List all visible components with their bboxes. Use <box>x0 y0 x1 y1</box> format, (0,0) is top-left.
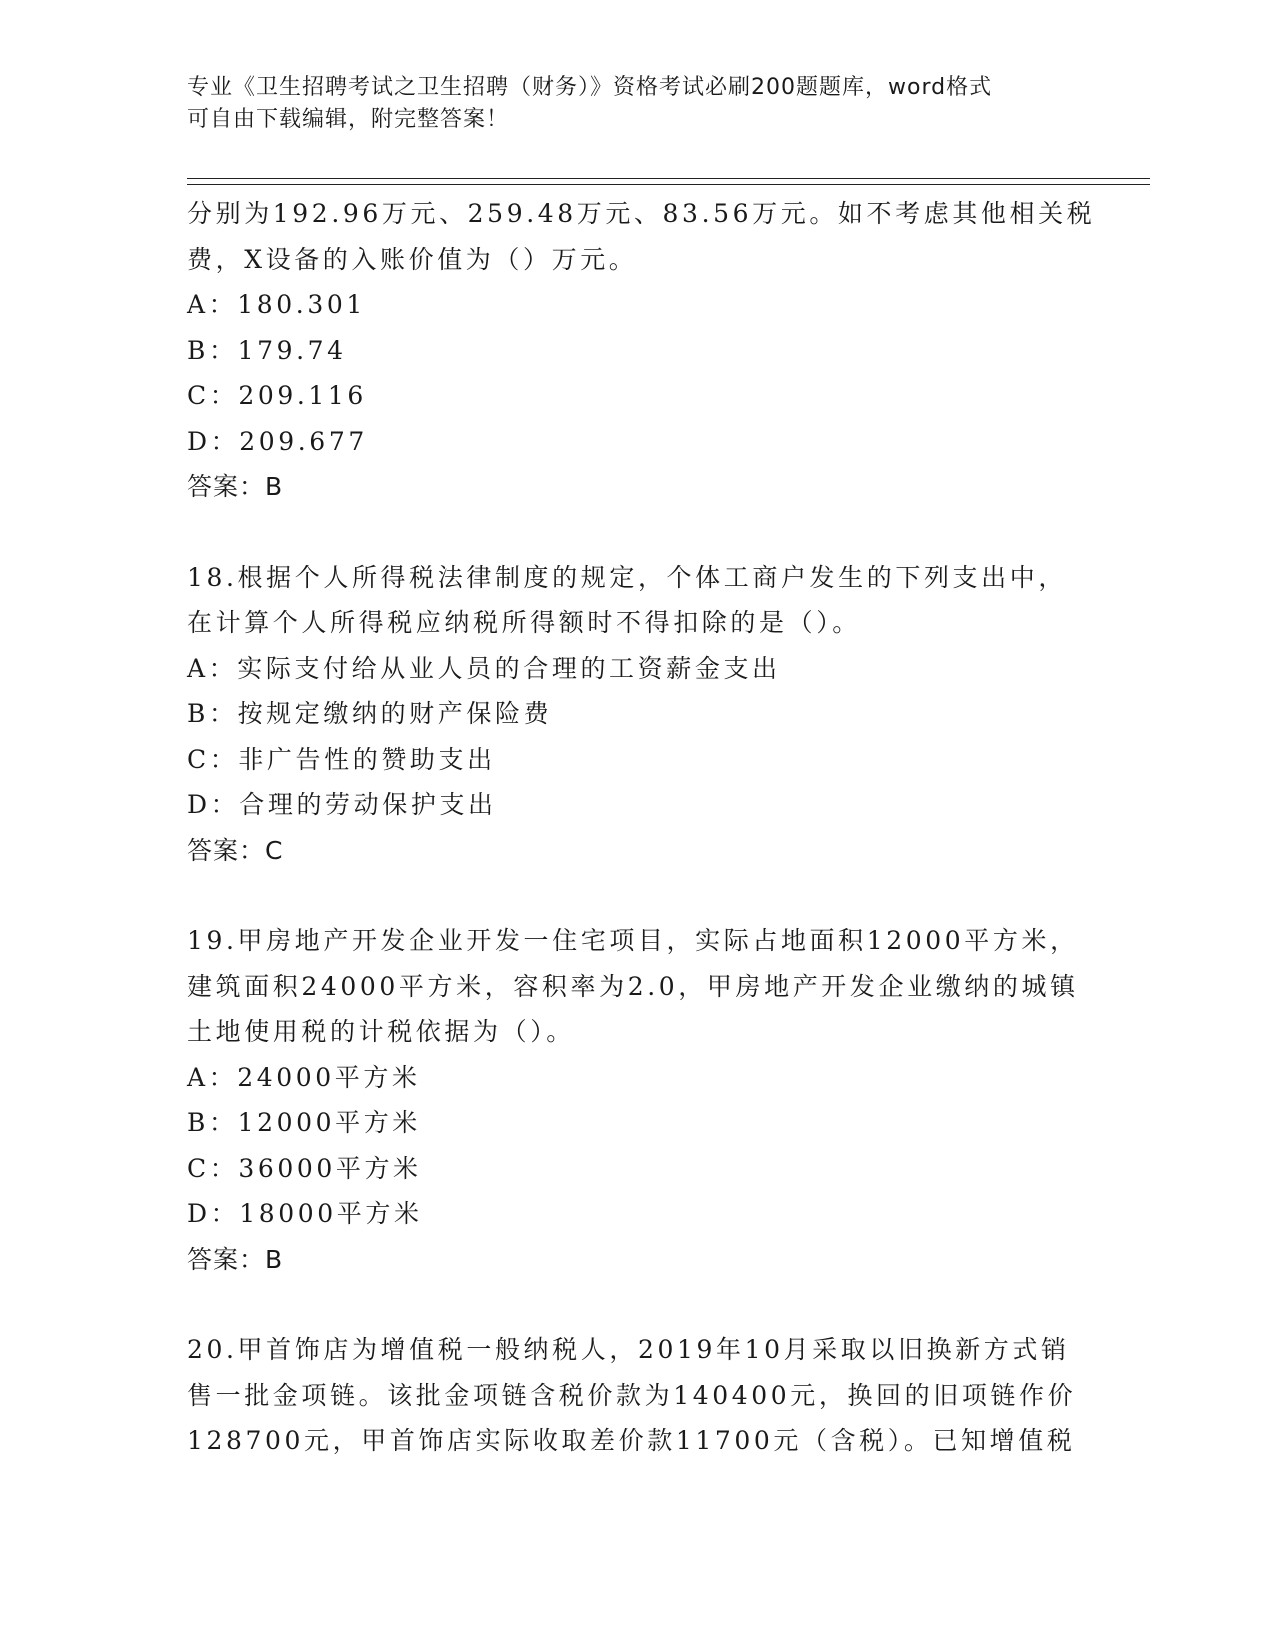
question-stem-line: 18.根据个人所得税法律制度的规定，个体工商户发生的下列支出中， <box>187 562 1067 592</box>
spacer <box>187 873 1087 918</box>
option-a: A：实际支付给从业人员的合理的工资薪金支出 <box>187 653 781 683</box>
option-c: C：209.116 <box>187 381 367 410</box>
option-b: B：179.74 <box>187 335 347 365</box>
question-stem-line: 分别为192.96万元、259.48万元、83.56万元。如不考虑其他相关税 <box>187 199 1096 228</box>
option-b: B：12000平方米 <box>187 1108 421 1137</box>
question-stem-line: 费，X设备的入账价值为（）万元。 <box>187 244 638 274</box>
header-line-2: 可自由下载编辑，附完整答案！ <box>187 107 510 132</box>
option-a: A：180.301 <box>187 290 366 319</box>
document-body <box>187 191 1096 1464</box>
option-d: D：18000平方米 <box>187 1199 423 1228</box>
question-stem-line: 在计算个人所得税应纳税所得额时不得扣除的是（）。 <box>187 608 861 637</box>
header-divider-bottom <box>187 184 1150 185</box>
question-18 <box>187 555 1087 874</box>
question-17 <box>187 191 1096 510</box>
question-stem-line: 土地使用税的计税依据为（）。 <box>187 1017 575 1046</box>
question-stem-line: 20.甲首饰店为增值税一般纳税人，2019年10月采取以旧换新方式销 <box>187 1335 1070 1364</box>
question-stem-line: 建筑面积24000平方米，容积率为2.0，甲房地产开发企业缴纳的城镇 <box>187 971 1079 1001</box>
option-d: D：合理的劳动保护支出 <box>187 790 497 819</box>
question-stem-line: 售一批金项链。该批金项链含税价款为140400元，换回的旧项链作价 <box>187 1380 1077 1410</box>
header-divider-top <box>187 178 1150 179</box>
spacer <box>187 510 1087 555</box>
answer-line: 答案：C <box>187 835 284 865</box>
option-a: A：24000平方米 <box>187 1062 421 1092</box>
option-b: B：按规定缴纳的财产保险费 <box>187 699 553 728</box>
option-d: D：209.677 <box>187 426 368 456</box>
question-19 <box>187 918 1087 1282</box>
option-c: C：36000平方米 <box>187 1153 422 1183</box>
answer-line: 答案：B <box>187 472 284 501</box>
header-line-1: 专业《卫生招聘考试之卫生招聘（财务）》资格考试必刷200题题库，word格式 <box>187 75 993 100</box>
answer-line: 答案：B <box>187 1244 284 1274</box>
spacer <box>187 1282 1087 1327</box>
question-stem-line: 128700元，甲首饰店实际收取差价款11700元（含税）。已知增值税 <box>187 1426 1076 1455</box>
question-stem-line: 19.甲房地产开发企业开发一住宅项目，实际占地面积12000平方米， <box>187 926 1079 955</box>
option-c: C：非广告性的赞助支出 <box>187 744 496 774</box>
question-20 <box>187 1327 1087 1464</box>
document-header <box>187 72 1087 136</box>
